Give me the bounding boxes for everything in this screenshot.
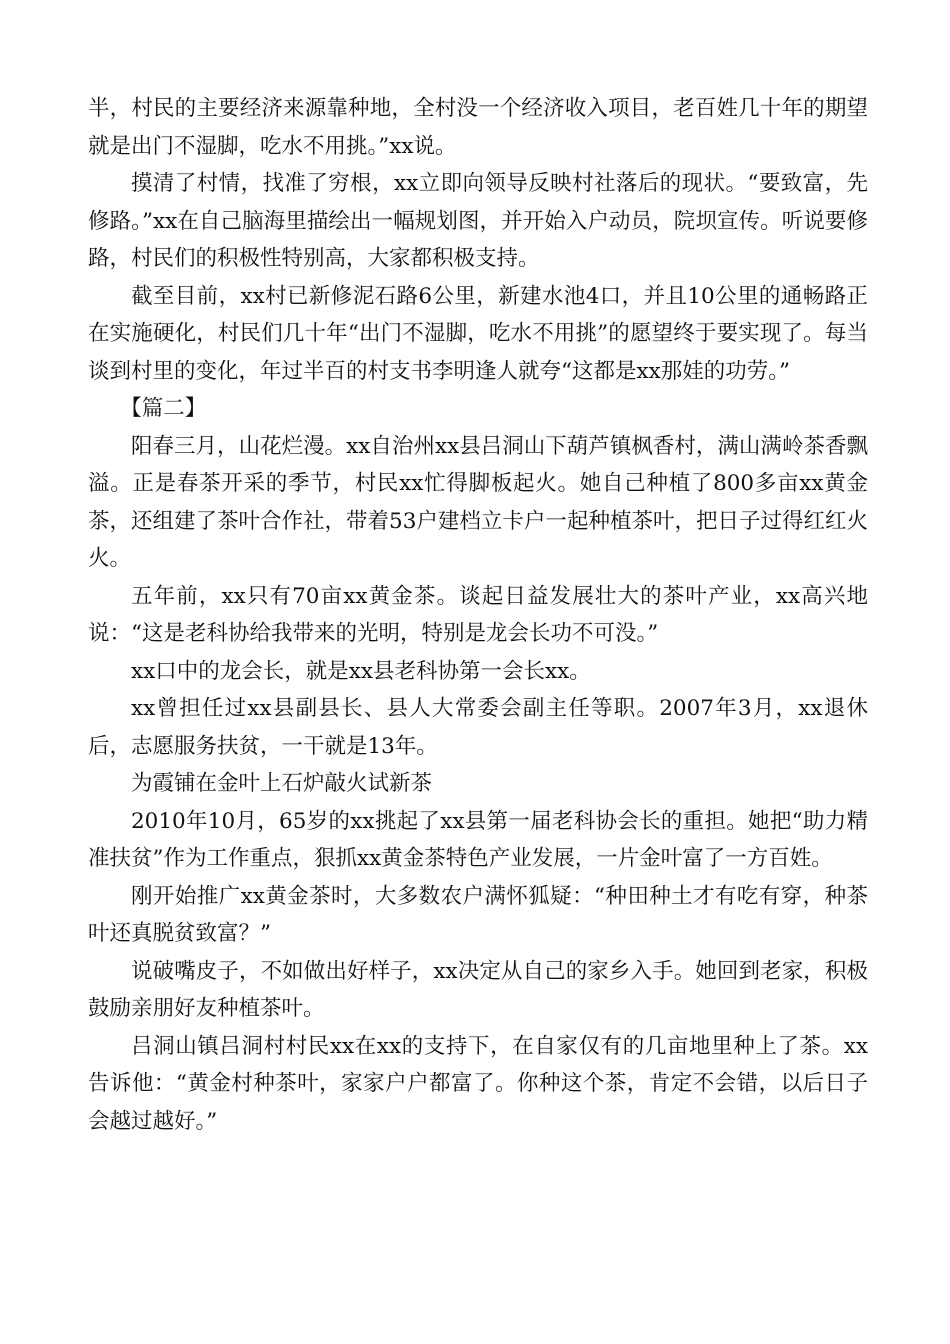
paragraph: 截至目前，xx村已新修泥石路6公里，新建水池4口，并且10公里的通畅路正在实施硬化，村民们几十年“出门不湿脚，吃水不用挑”的愿望终于要实现了。每当谈到村里的变化，年过半百的村支书李明逢人就夸“这都是xx那娃的功劳。” <box>88 283 868 384</box>
document-body <box>88 90 868 1140</box>
paragraph: 说破嘴皮子，不如做出好样子，xx决定从自己的家乡入手。她回到老家，积极鼓励亲朋好友种植茶叶。 <box>88 958 868 1021</box>
paragraph: xx曾担任过xx县副县长、县人大常委会副主任等职。2007年3月，xx退休后，志愿服务扶贫，一干就是13年。 <box>88 696 868 759</box>
paragraph: xx口中的龙会长，就是xx县老科协第一会长xx。 <box>131 658 591 684</box>
paragraph: 吕洞山镇吕洞村村民xx在xx的支持下，在自家仅有的几亩地里种上了茶。xx告诉他：“黄金村种茶叶，家家户户都富了。你种这个茶，肯定不会错，以后日子会越过越好。” <box>88 1033 868 1134</box>
paragraph: 2010年10月，65岁的xx挑起了xx县第一届老科协会长的重担。她把“助力精准扶贫”作为工作重点，狠抓xx黄金茶特色产业发展，一片金叶富了一方百姓。 <box>88 808 868 871</box>
section-heading: 【篇二】 <box>120 396 207 421</box>
subheading: 为霞铺在金叶上石炉敲火试新茶 <box>131 771 433 796</box>
paragraph: 刚开始推广xx黄金茶时，大多数农户满怀狐疑：“种田种土才有吃有穿，种茶叶还真脱贫致富？” <box>88 883 868 946</box>
paragraph-continuation: 半，村民的主要经济来源靠种地，全村没一个经济收入项目，老百姓几十年的期望就是出门不湿脚，吃水不用挑。”xx说。 <box>88 96 868 159</box>
paragraph: 五年前，xx只有70亩xx黄金茶。谈起日益发展壮大的茶叶产业，xx高兴地说：“这是老科协给我带来的光明，特别是龙会长功不可没。” <box>88 583 868 646</box>
paragraph: 阳春三月，山花烂漫。xx自治州xx县吕洞山下葫芦镇枫香村，满山满岭茶香飘溢。正是春茶开采的季节，村民xx忙得脚板起火。她自己种植了800多亩xx黄金茶，还组建了茶叶合作社，带着53户建档立卡户一起种植茶叶，把日子过得红红火火。 <box>88 433 868 571</box>
paragraph: 摸清了村情，找准了穷根，xx立即向领导反映村社落后的现状。“要致富，先修路。”xx在自己脑海里描绘出一幅规划图，并开始入户动员，院坝宣传。听说要修路，村民们的积极性特别高，大家都积极支持。 <box>88 171 868 271</box>
